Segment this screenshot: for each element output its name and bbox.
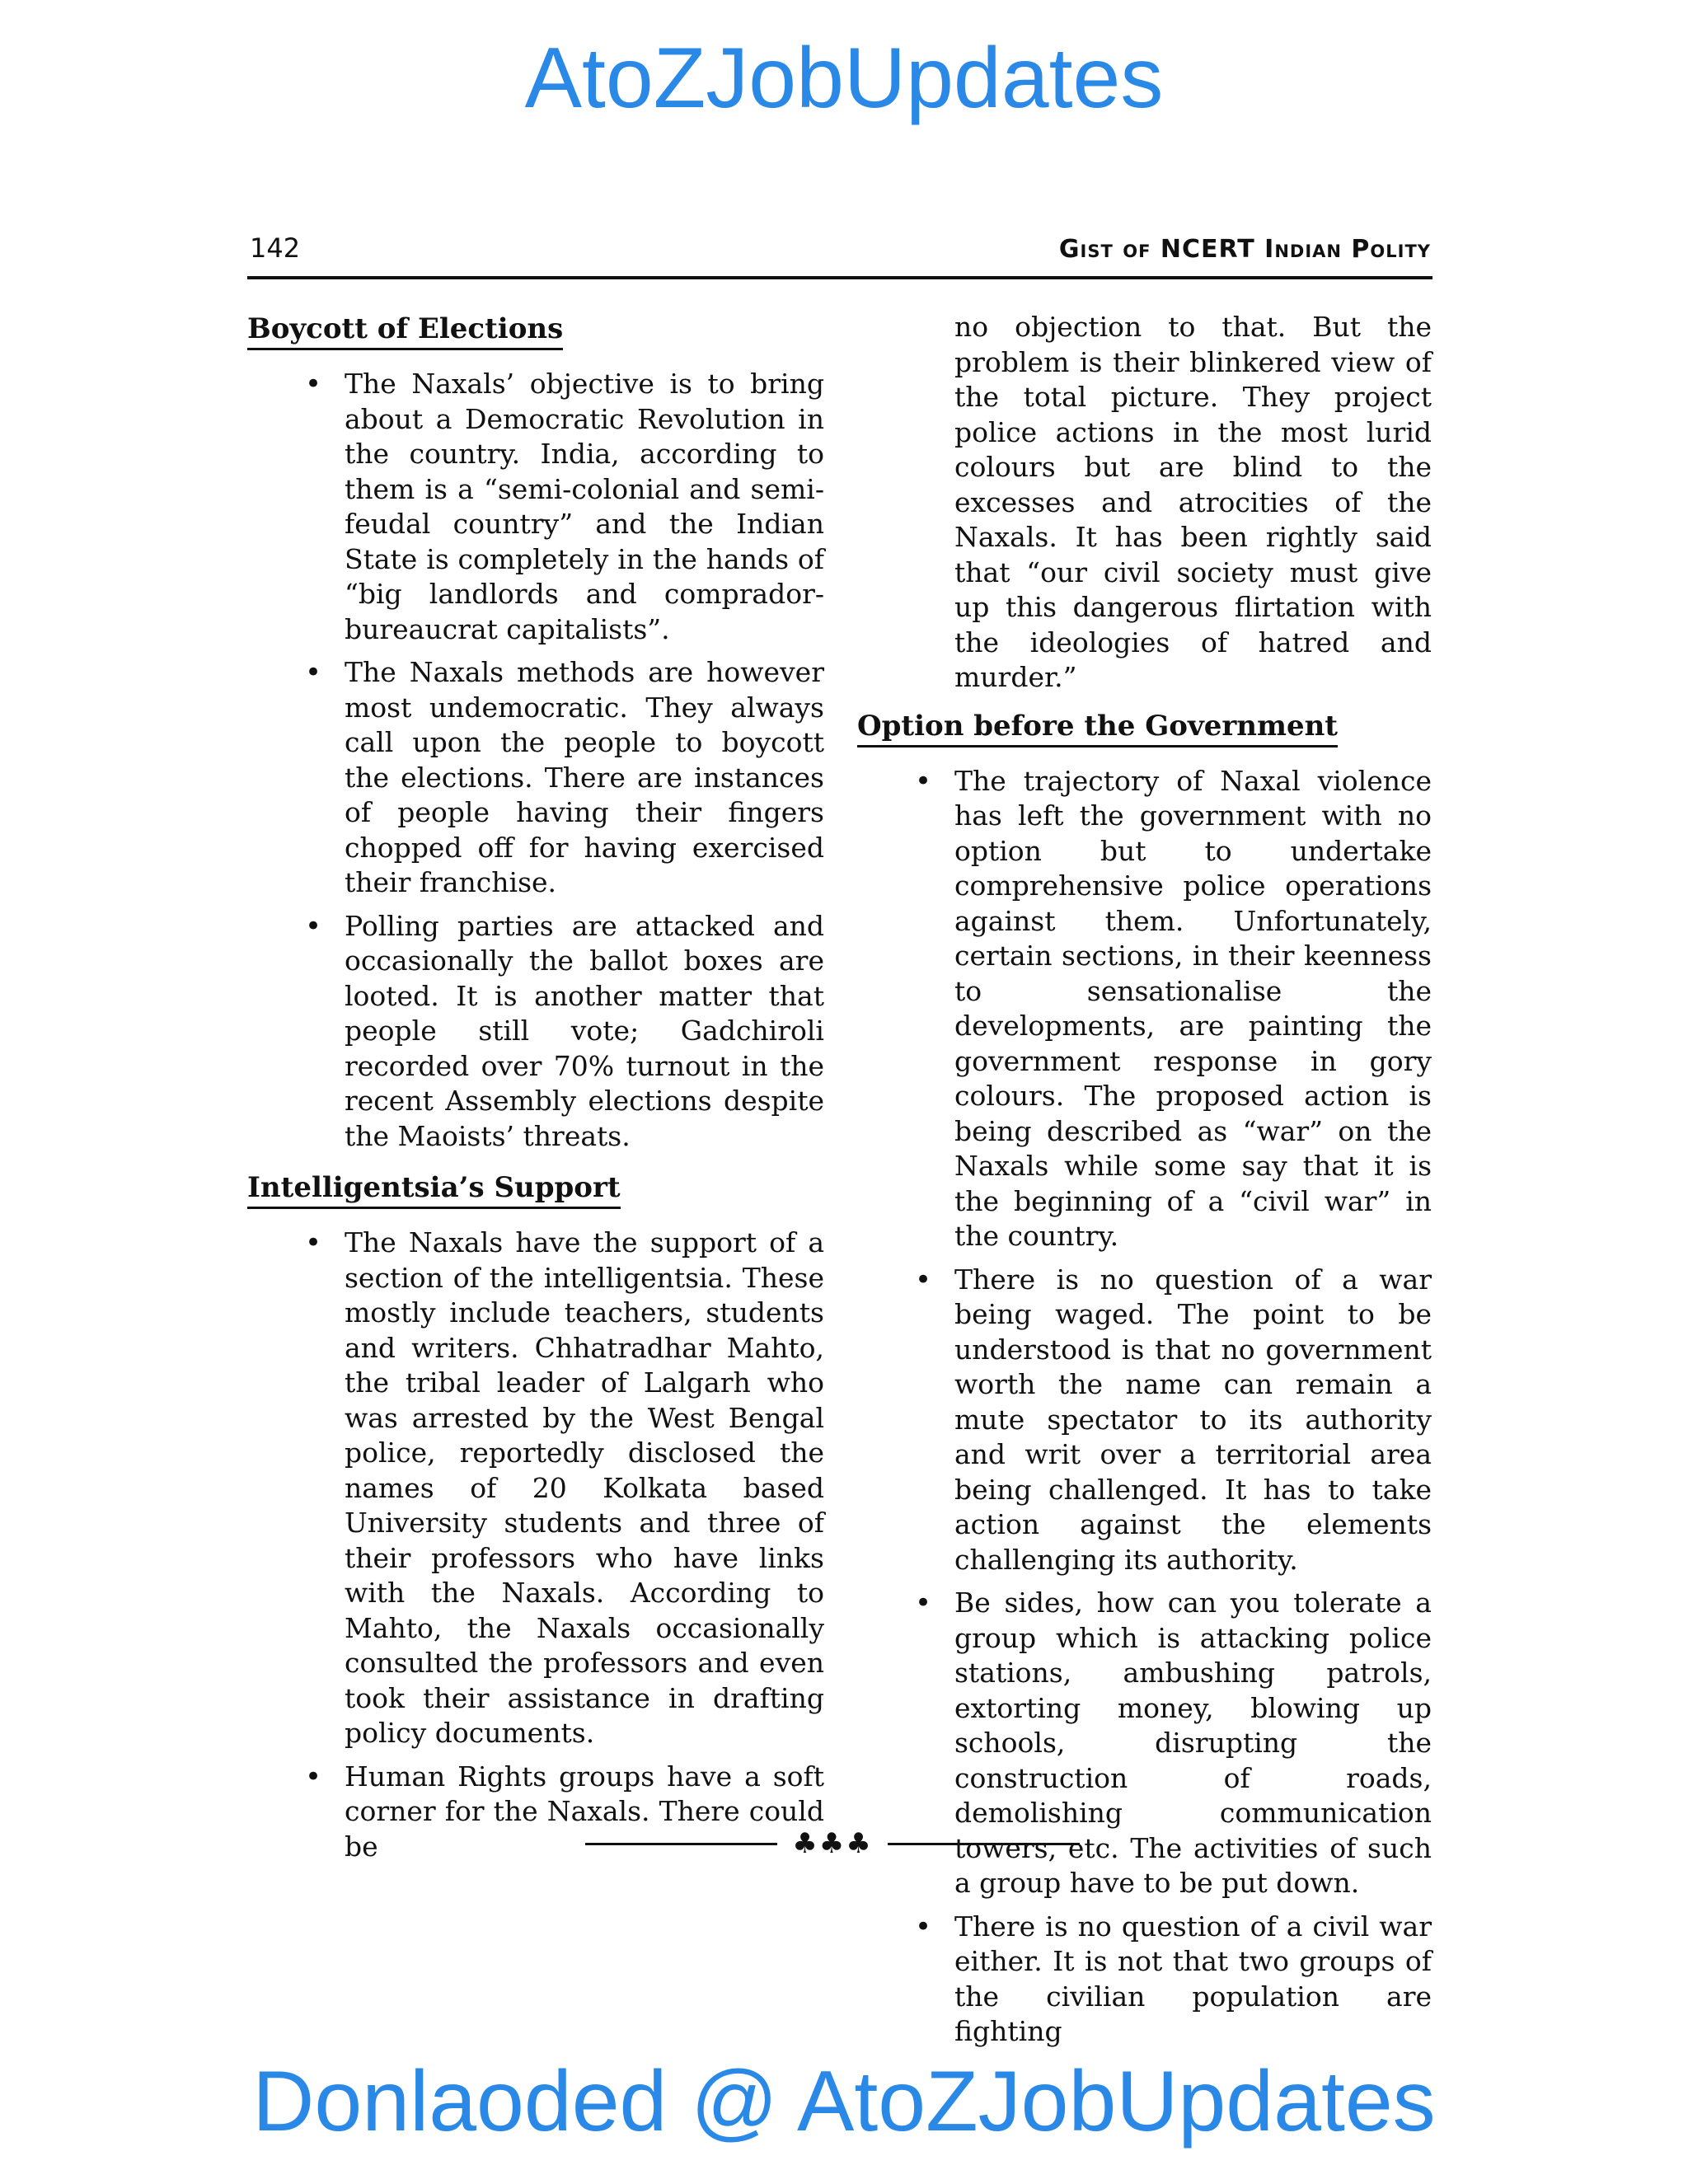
bullet-item: • Be sides, how can you tolerate a group which is attacking police stations, ambushing patrols, extorting money, blowing up schools, disrupting the construction of roads, demolishing communication towers, etc. The activities of such a group have to be put down. xyxy=(857,1586,1432,1901)
ornament-line-right xyxy=(888,1843,1080,1845)
running-head: Gist of NCERT Indian Polity xyxy=(1058,235,1431,264)
bullet-item: • The Naxals methods are however most undemocratic. They always call upon the people to boycott the elections. There are instances of people having their fingers chopped off for having exercised their franchise. xyxy=(247,655,824,901)
bullet-item: • The Naxals have the support of a section of the intelligentsia. These mostly include teachers, students and writers. Chhatradhar Mahto, the tribal leader of Lalgarh who was arrested by the West Bengal police, reportedly disclosed the names of 20 Kolkata based University students and three of their professors who have links with the Naxals. According to Mahto, the Naxals occasionally consulted the professors and even took their assistance in drafting policy documents. xyxy=(247,1226,824,1751)
bullet-item: • Human Rights groups have a soft corner for the Naxals. There could be xyxy=(247,1760,824,1865)
section-heading-boycott: Boycott of Elections xyxy=(247,310,563,350)
bullet-item: • The trajectory of Naxal violence has left the government with no option but to undertake comprehensive police operations against them. Unfortunately, certain sections, in their keenness to sensationalise the developments, are painting the government response in gory colours. The proposed action is being described as “war” on the Naxals while some say that it is the beginning of a “civil war” in the country. xyxy=(857,764,1432,1254)
clubs-icon: ♣♣♣ xyxy=(792,1827,873,1860)
section-heading-intelligentsia: Intelligentsia’s Support xyxy=(247,1169,621,1209)
left-column xyxy=(247,310,824,1872)
ornament-line-left xyxy=(585,1843,777,1845)
section-heading-option: Option before the Government xyxy=(857,707,1338,748)
continued-paragraph: no objection to that. But the problem is their blinkered view of the total picture. They project police actions in the most lurid colours but are blind to the excesses and atrocities of the Naxals. It has been rightly said that “our civil society must give up this dangerous flirtation with the ideologies of hatred and murder.” xyxy=(954,311,1432,693)
bullet-item: • There is no question of a war being waged. The point to be understood is that no government worth the name can remain a mute spectator to its authority and writ over a territorial area being challenged. It has to take action against the elements challenging its authority. xyxy=(857,1263,1432,1578)
watermark-bottom: Donlaoded @ AtoZJobUpdates xyxy=(252,2054,1436,2149)
watermark-top: AtoZJobUpdates xyxy=(524,30,1164,126)
page-number: 142 xyxy=(250,232,301,264)
header-rule xyxy=(247,276,1432,279)
bullet-item: • The Naxals’ objective is to bring about a Democratic Revolution in the country. India, according to them is a “semi-colonial and semi-feudal country” and the Indian State is completely in the hands of “big landlords and comprador-bureaucrat capitalists”. xyxy=(247,367,824,647)
bullet-item: • There is no question of a civil war either. It is not that two groups of the civilian population are fighting xyxy=(857,1910,1432,2050)
bullet-item: • Polling parties are attacked and occasionally the ballot boxes are looted. It is another matter that people still vote; Gadchiroli recorded over 70% turnout in the recent Assembly elections despite the Maoists’ threats. xyxy=(247,909,824,1155)
bullet-list-intelligentsia xyxy=(247,1226,824,1864)
end-ornament xyxy=(585,1823,1080,1864)
right-column xyxy=(857,310,1432,2058)
bullet-list-boycott xyxy=(247,367,824,1154)
